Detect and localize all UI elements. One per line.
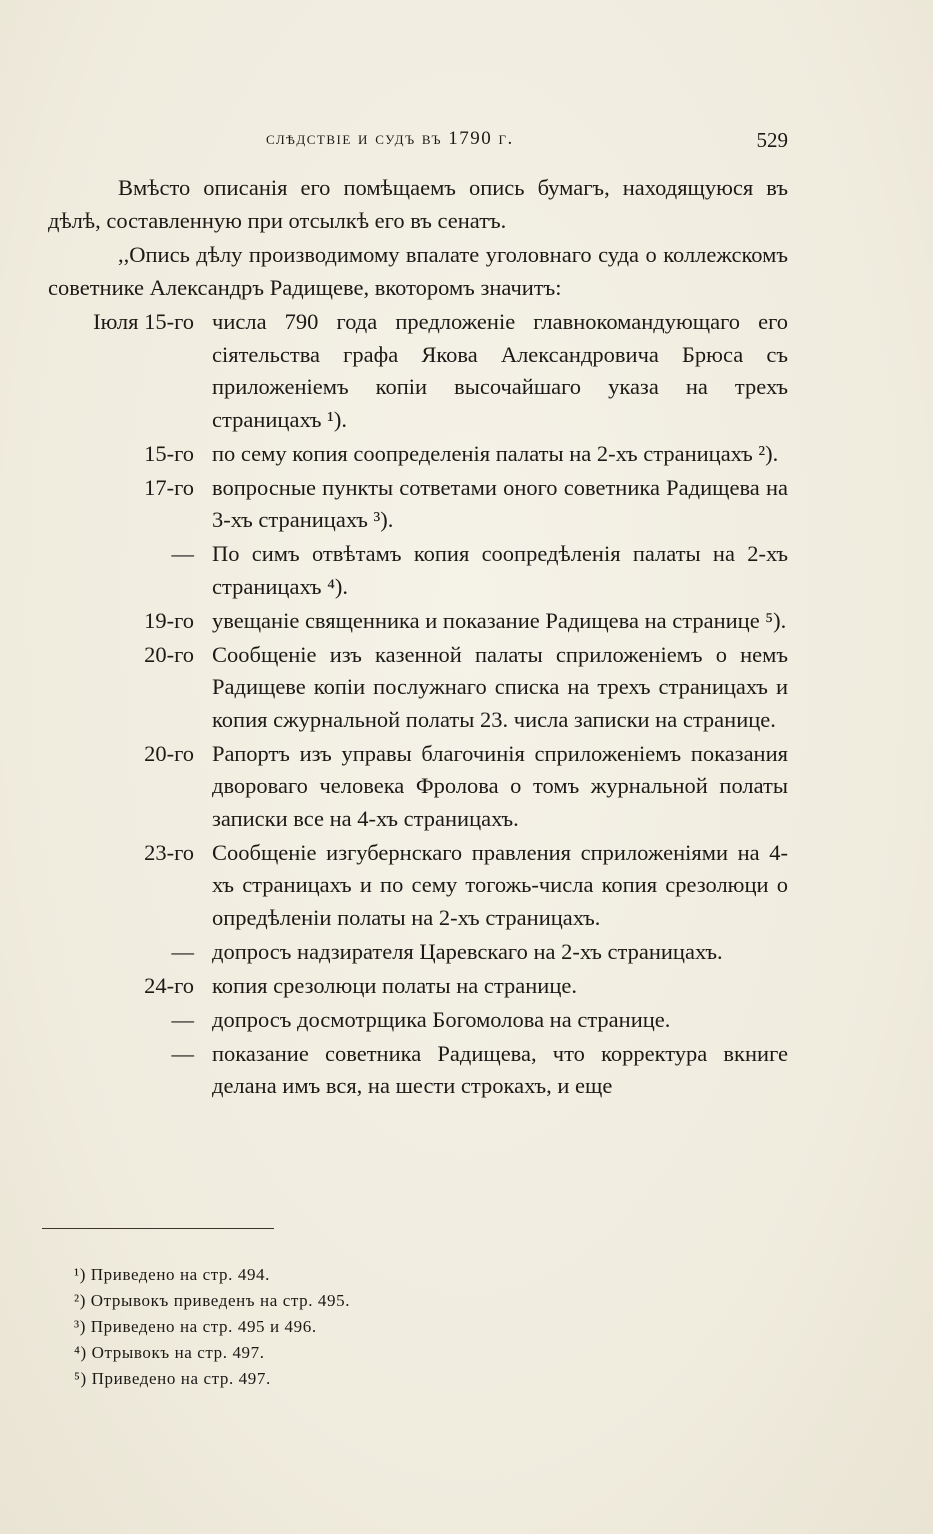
footnotes — [74, 1262, 674, 1392]
entry-date: 20-го — [144, 740, 194, 766]
entry-text: показание советника Радищева, что корректура вкниге делана имъ вся, на шести строкахъ, и еще — [212, 1040, 788, 1098]
inventory-entry — [48, 936, 788, 969]
footnote: ²) Отрывокъ приведенъ на стр. 495. — [74, 1291, 351, 1310]
entry-text: вопросные пункты сответами оного советника Радищева на 3-хъ страницахъ ³). — [212, 474, 788, 532]
footnote: ³) Приведено на стр. 495 и 496. — [74, 1317, 317, 1336]
inventory-list — [48, 306, 788, 1103]
entry-date: — — [171, 1006, 194, 1032]
inventory-entry — [48, 538, 788, 603]
entry-text: Сообщеніе изгубернскаго правления сприложеніями на 4-хъ страницахъ и по сему тогожь-числа копия срезолюци о опредѣленіи полаты на 2-хъ страницахъ. — [212, 839, 788, 930]
entry-text: По симъ отвѣтамъ копия соопредѣленія палаты на 2-хъ страницахъ ⁴). — [212, 541, 788, 599]
inventory-entry — [48, 472, 788, 537]
inventory-entry — [48, 1004, 788, 1037]
entry-date: 23-го — [144, 839, 194, 865]
entry-date: — — [171, 541, 194, 566]
entry-text: допросъ надзирателя Царевскаго на 2-хъ страницахъ. — [212, 938, 723, 964]
inventory-entry — [48, 738, 788, 836]
footnote: ⁴) Отрывокъ на стр. 497. — [74, 1343, 265, 1362]
inventory-heading-paragraph: ,,Опись дѣлу производимому впалате уголовнаго суда о коллежскомъ советнике Александръ Радищеве, вкоторомъ значитъ: — [48, 242, 788, 300]
footnote-divider — [42, 1228, 274, 1229]
entry-date: — — [171, 938, 194, 964]
footnote: ¹) Приведено на стр. 494. — [74, 1265, 270, 1284]
entry-date: 24-го — [144, 972, 194, 998]
footnote: ⁵) Приведено на стр. 497. — [74, 1369, 271, 1388]
entry-text: Сообщеніе изъ казенной палаты сприложеніемъ о немъ Радищеве копіи послужнаго списка на трехъ страницахъ и копия сжурнальной полаты 23. числа записки на странице. — [212, 641, 788, 732]
entry-date: 19-го — [144, 607, 194, 633]
entry-text: по сему копия соопределенія палаты на 2-хъ страницахъ ²). — [212, 440, 779, 466]
inventory-entry — [48, 1038, 788, 1103]
inventory-entry — [48, 970, 788, 1003]
inventory-entry — [48, 438, 788, 471]
entry-text: копия срезолюци полаты на странице. — [212, 972, 577, 998]
inventory-entry — [48, 837, 788, 935]
entry-date: 17-го — [144, 474, 194, 500]
entry-date: Іюля 15-го — [93, 309, 194, 334]
entry-date: — — [171, 1040, 194, 1066]
running-head: слѣдствіе и судъ въ 1790 г. — [266, 128, 514, 149]
body-text — [48, 172, 788, 1104]
entry-date: 20-го — [144, 641, 194, 667]
page-number: 529 — [756, 128, 788, 152]
intro-paragraph: Вмѣсто описанія его помѣщаемъ опись бумагъ, находящуюся въ дѣлѣ, составленную при отсылкѣ его въ сенатъ. — [48, 175, 788, 233]
inventory-entry — [48, 605, 788, 638]
entry-text: допросъ досмотрщика Богомолова на странице. — [212, 1006, 671, 1032]
entry-date: 15-го — [144, 440, 194, 466]
inventory-entry — [48, 306, 788, 436]
entry-text: числа 790 года предложеніе главнокомандующаго его сіятельства графа Якова Александровича Брюса съ приложеніемъ копіи высочайшаго указа на трехъ страницахъ ¹). — [212, 309, 788, 432]
entry-text: Рапортъ изъ управы благочинія сприложеніемъ показания двороваго человека Фролова о томъ журнальной полаты записки все на 4-хъ страницахъ. — [212, 740, 788, 831]
page-header — [48, 128, 788, 158]
inventory-entry — [48, 639, 788, 737]
entry-text: увещаніе священника и показание Радищева на странице ⁵). — [212, 607, 787, 633]
